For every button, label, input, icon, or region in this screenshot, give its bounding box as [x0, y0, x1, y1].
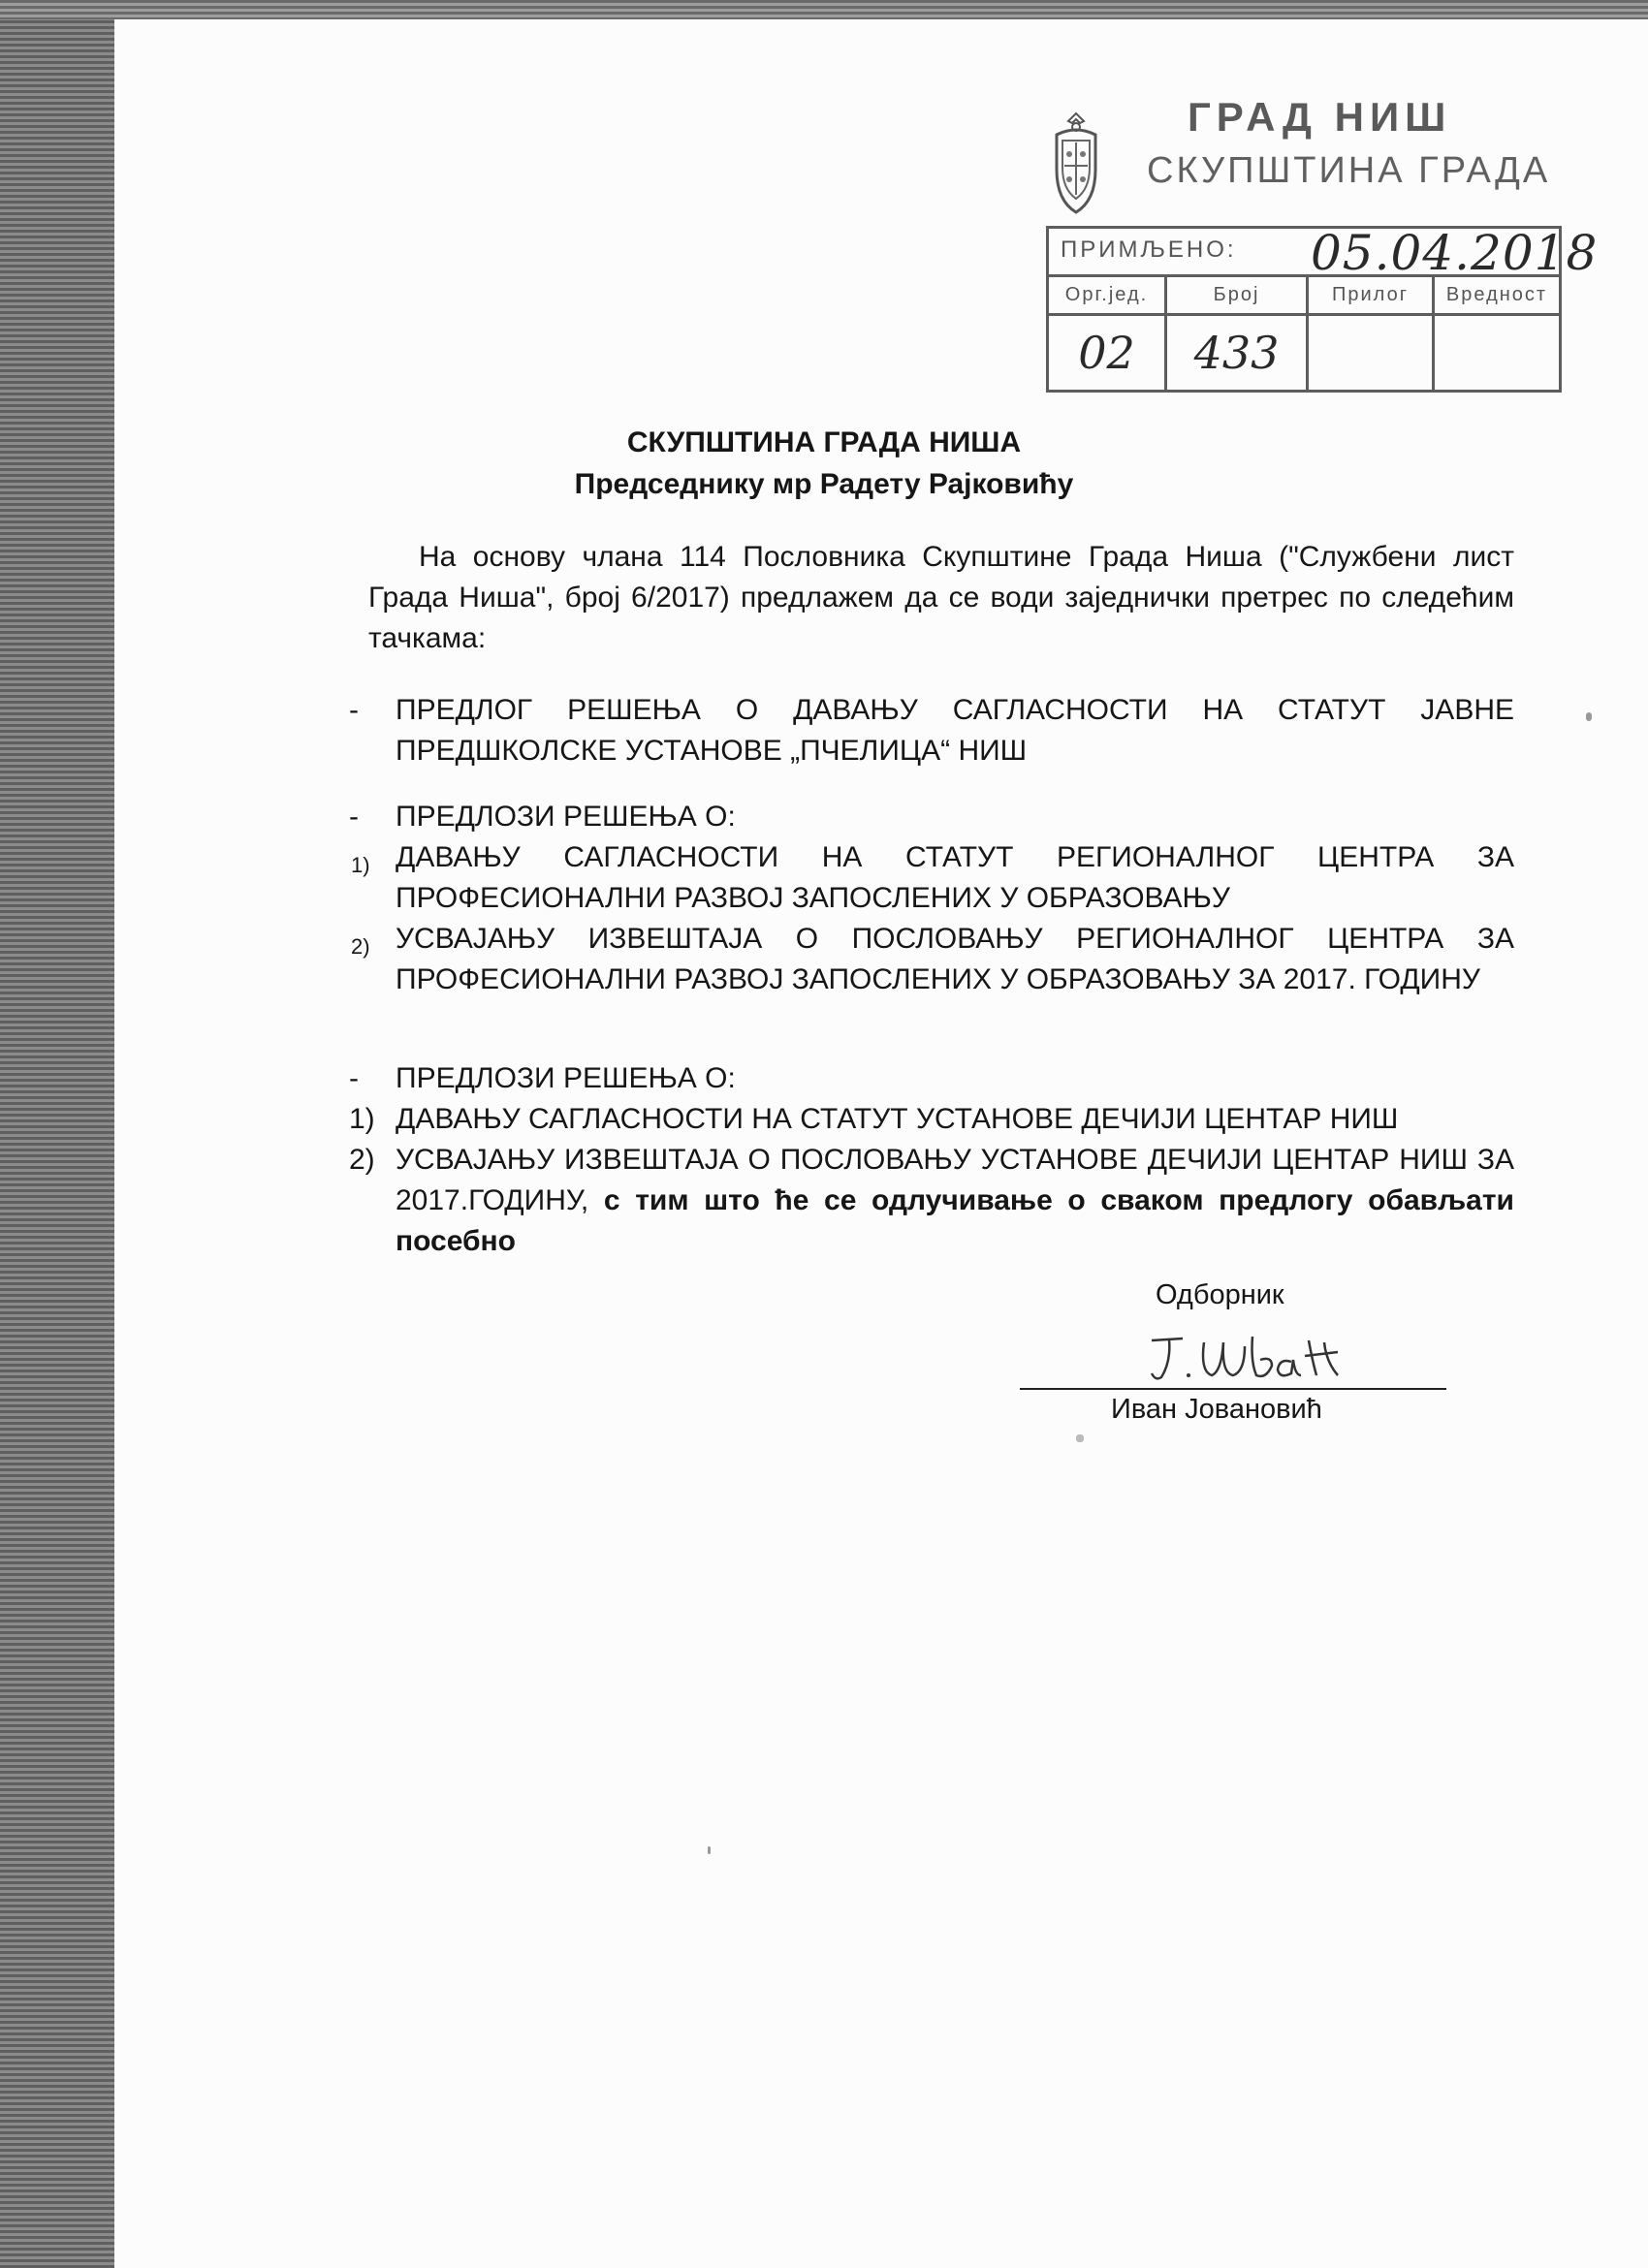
stamp-number-value: 433: [1167, 316, 1309, 390]
stamp-attachment-value: [1309, 316, 1435, 390]
list-item: [349, 1058, 1514, 1099]
group3-sub2-wrapper: [396, 1140, 1514, 1262]
stamp-value-row: [1049, 316, 1559, 390]
list-item: [349, 1140, 1514, 1262]
stamp-value-value: [1435, 316, 1559, 390]
scanner-edge-left: [0, 0, 114, 2268]
stamp-registry-table: [1046, 225, 1599, 393]
coat-of-arms-icon: [1047, 111, 1105, 218]
stamp-col-value: Вредност: [1445, 284, 1548, 305]
stamp-org-value: 02: [1049, 316, 1167, 390]
stamp-col-org: Орг.јед.: [1049, 277, 1167, 313]
stamp-received-row: [1049, 225, 1599, 281]
sub-number: 2): [351, 934, 370, 959]
stamp-received-date: 05.04.2018: [1311, 225, 1599, 281]
stamp-header-row: [1049, 277, 1559, 316]
handwritten-signature: [1144, 1323, 1357, 1391]
group2-sub2: УСВАЈАЊУ ИЗВЕШТАЈА О ПОСЛОВАЊУ РЕГИОНАЛНОГ ЦЕНТРА ЗА ПРОФЕСИОНАЛНИ РАЗВОЈ ЗАПОСЛЕНИХ У ОБРАЗОВАЊУ ЗА 2017. ГОДИНУ: [396, 923, 1514, 995]
list-dash: -: [349, 1062, 359, 1094]
signature-line: [1020, 1388, 1446, 1390]
scan-speck: [708, 1846, 711, 1854]
group3-sub2-note: с тим што ће се одлучивање о сваком предлогу обављати посебно: [396, 1184, 1514, 1257]
sub-number: 1): [351, 853, 370, 877]
stamp-city: ГРАД НИШ: [1188, 94, 1452, 140]
item1-text: ПРЕДЛОГ РЕШЕЊА О ДАВАЊУ САГЛАСНОСТИ НА СТАТУТ ЈАВНЕ ПРЕДШКОЛСКЕ УСТАНОВЕ „ПЧЕЛИЦА“ НИШ: [396, 694, 1514, 767]
reception-stamp: [1042, 92, 1599, 400]
list-dash: -: [349, 694, 359, 726]
scan-speck: [1076, 1434, 1084, 1442]
signature-title: Одборник: [1156, 1279, 1284, 1310]
sub-number: 2): [349, 1144, 375, 1176]
stamp-col-attachment: Прилог: [1309, 277, 1435, 313]
scanner-edge-top: [0, 0, 1648, 19]
group2-title: ПРЕДЛОЗИ РЕШЕЊА О:: [396, 801, 736, 833]
sub-number: 1): [349, 1103, 375, 1135]
list-dash: -: [349, 801, 359, 833]
group3-sub1: ДАВАЊУ САГЛАСНОСТИ НА СТАТУТ УСТАНОВЕ ДЕЧИЈИ ЦЕНТАР НИШ: [396, 1103, 1399, 1135]
list-item: [349, 1099, 1514, 1140]
stamp-assembly: СКУПШТИНА ГРАДА: [1147, 150, 1551, 191]
group3-title: ПРЕДЛОЗИ РЕШЕЊА О:: [396, 1062, 736, 1094]
addressee-recipient: Председнику мр Радету Рајковићу: [574, 468, 1074, 500]
signatory-name: Иван Јовановић: [1111, 1394, 1322, 1425]
list-item: [349, 690, 1514, 772]
list-item: [349, 837, 1514, 919]
addressee-heading: СКУПШТИНА ГРАДА НИША: [626, 426, 1022, 458]
group3-sub2: УСВАЈАЊУ ИЗВЕШТАЈА О ПОСЛОВАЊУ УСТАНОВЕ ДЕЧИЈИ ЦЕНТАР НИШ ЗА 2017.ГОДИНУ,: [396, 1144, 1514, 1216]
intro-paragraph: На основу члана 114 Пословника Скупштине Града Ниша ("Службени лист Града Ниша", број 6/2017) предлажем да се води заједнички претрес по следећим тачкама:: [368, 541, 1514, 654]
list-item: [349, 919, 1514, 1041]
group2-sub1: ДАВАЊУ САГЛАСНОСТИ НА СТАТУТ РЕГИОНАЛНОГ ЦЕНТРА ЗА ПРОФЕСИОНАЛНИ РАЗВОЈ ЗАПОСЛЕНИХ У ОБРАЗОВАЊУ: [396, 841, 1514, 914]
scan-speck: [1586, 712, 1592, 721]
stamp-col-number: Број: [1167, 277, 1309, 313]
stamp-received-label: ПРИМЉЕНО:: [1061, 236, 1237, 263]
list-item: [349, 797, 1514, 837]
